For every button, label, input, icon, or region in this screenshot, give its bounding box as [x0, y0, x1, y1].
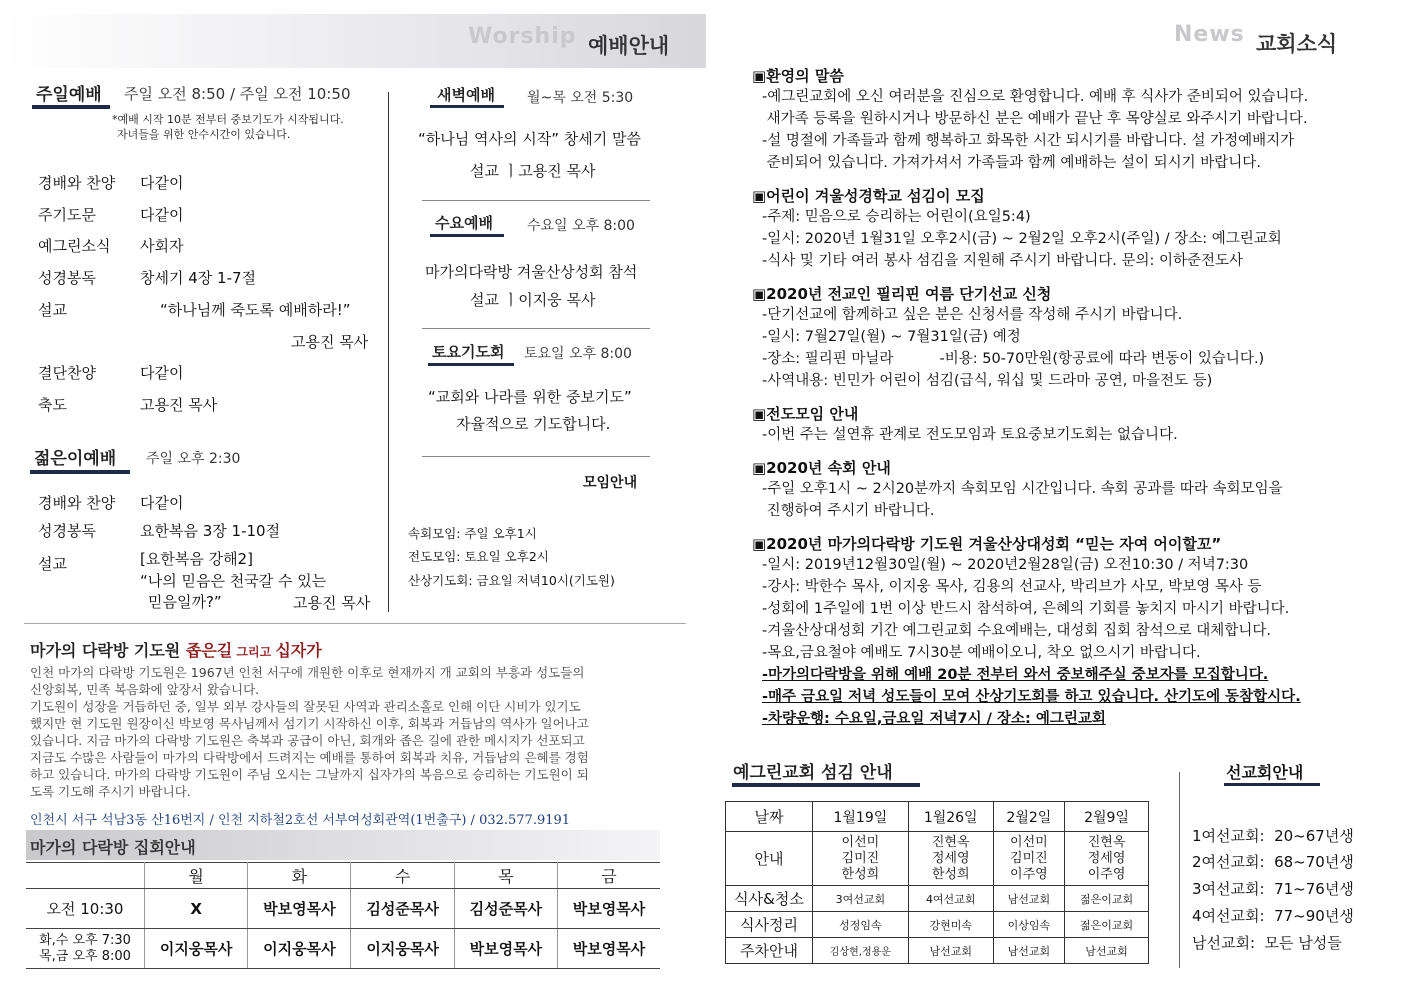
- news-item: [752, 66, 1392, 174]
- schedule-cell: 이지웅목사: [351, 929, 454, 969]
- news-item-highlight: -매주 금요일 저녁 성도들이 모여 산상기도회를 하고 있습니다. 산기도에 동참합시다.: [762, 689, 1301, 705]
- news-item-line: -사역내용: 빈민가 어린이 섬김(급식, 워십 및 드라마 공연, 마을전도 등): [762, 373, 1213, 389]
- service-cell: 3여선교회: [813, 886, 909, 912]
- news-item-line: -강사: 박한수 목사, 이지웅 목사, 김용의 선교사, 박리브가 사모, 박보영 목사 등: [762, 579, 1262, 595]
- news-item-title: ▣2020년 마가의다락방 기도원 겨울산상대성회 “믿는 자여 어이할꼬”: [752, 535, 1222, 553]
- news-item-line: -단기선교에 함께하고 싶은 분은 신청서를 작성해 주시기 바랍니다.: [762, 307, 1183, 323]
- story-line: 있습니다. 지금 마가의 다락방 기도원은 축복과 공급이 아닌, 회개와 좁은 길에 관한 메시지가 선포되고: [30, 733, 585, 748]
- schedule-cell: 이지웅목사: [248, 929, 351, 969]
- service-label: 식사정리: [726, 912, 813, 938]
- story-line: 인천 마가의 다락방 기도원은 1967년 인천 서구에 개원한 이후로 현재까지 개 교회의 부흥과 성도들의: [30, 665, 585, 680]
- day-header: 금: [557, 863, 660, 889]
- meetings-title: 모임안내: [583, 475, 638, 491]
- news-item-line: -성회에 1주일에 1번 이상 반드시 참석하여, 은혜의 기회를 놓치지 마시기 바랍니다.: [762, 601, 1290, 617]
- story-line: 지금도 수많은 사람들이 마가의 다락방에서 드려지는 예배를 통하여 회복과 치유, 거듭남의 은혜를 경험: [30, 750, 589, 765]
- news-item-line: -식사 및 기타 여러 봉사 섬김을 지원해 주시기 바랍니다. 문의: 이하준전도사: [762, 253, 1244, 269]
- program-value: 다같이: [140, 364, 184, 382]
- program-label: 결단찬양: [38, 364, 96, 382]
- news-item-title: ▣어린이 겨울성경학교 섬김이 모집: [752, 187, 985, 205]
- news-item-line: -목요,금요철야 예배도 7시30분 예배이오니, 착오 없으시기 바랍니다.: [762, 645, 1201, 661]
- sunday-note1: *예배 시작 10분 전부터 중보기도가 시작됩니다.: [112, 113, 344, 126]
- saturday-title-underline: [428, 363, 514, 366]
- schedule-cell: 박보영목사: [454, 929, 557, 969]
- news-heading-en: News: [1174, 22, 1245, 47]
- person-name: 정세영: [931, 850, 970, 866]
- service-table: [725, 801, 1149, 964]
- dawn-title-underline: [430, 105, 504, 108]
- service-cell: [908, 832, 993, 886]
- divider: [422, 200, 650, 201]
- saturday-title: 토요기도회: [432, 343, 505, 361]
- schedule-corner: [26, 863, 145, 889]
- story-line: 신앙회복, 민족 복음화에 앞장서 왔습니다.: [30, 682, 260, 697]
- service-cell: 남선교회: [908, 938, 993, 964]
- person-name: 이주영: [1010, 866, 1048, 882]
- program-label: 성경봉독: [38, 269, 96, 287]
- news-item-line: -이번 주는 설연휴 관계로 전도모임과 토요중보기도회는 없습니다.: [762, 427, 1178, 443]
- service-header: 1월26일: [908, 802, 993, 832]
- person-name: 진현옥: [931, 834, 970, 850]
- news-item-title: ▣2020년 전교인 필리핀 여름 단기선교 신청: [752, 285, 1052, 303]
- wednesday-sermon: 설교 ㅣ이지웅 목사: [470, 291, 596, 309]
- youth-title-underline: [30, 470, 130, 474]
- dawn-sermon: 설교 ㅣ고용진 목사: [470, 162, 596, 180]
- person-name: 진현옥: [1087, 834, 1126, 850]
- makah-address: 인천시 서구 석남3동 산16번지 / 인천 지하철2호선 서부여성회관역(1번출구) / 032.577.9191: [30, 813, 571, 828]
- section-divider: [24, 623, 686, 624]
- schedule-time-line2: 목,금 오후 8:00: [39, 948, 131, 964]
- schedule-cell: 김성준목사: [351, 889, 454, 929]
- service-cell: 남선교회: [1065, 938, 1149, 964]
- program-value: “하나님께 죽도록 예배하라!”: [160, 301, 351, 319]
- news-heading-ko: 교회소식: [1256, 32, 1338, 56]
- day-header: 월: [145, 863, 248, 889]
- saturday-line1: “교회와 나라를 위한 중보기도”: [428, 388, 632, 406]
- news-item-line: -주제: 믿음으로 승리하는 어린이(요일5:4): [762, 209, 1031, 225]
- program-value: 창세기 4장 1-7절: [140, 269, 257, 287]
- sunday-times: 주일 오전 8:50 / 주일 오전 10:50: [124, 85, 351, 103]
- saturday-time: 토요일 오후 8:00: [524, 346, 632, 362]
- missions-title: 선교회안내: [1226, 763, 1304, 782]
- program-value: 다같이: [140, 174, 184, 192]
- program-value: 사회자: [140, 237, 184, 255]
- schedule-title: 마가의 다락방 집회안내: [30, 838, 196, 857]
- person-name: 한성희: [931, 866, 970, 882]
- news-item: [752, 186, 1392, 272]
- schedule-cell: 김성준목사: [454, 889, 557, 929]
- service-cell: 성정임속: [813, 912, 909, 938]
- divider: [422, 328, 650, 329]
- schedule-header-row: [26, 863, 660, 889]
- news-item: [752, 284, 1392, 392]
- divider: [422, 456, 650, 457]
- mission-item: 남선교회: 모든 남성들: [1192, 934, 1342, 952]
- service-cell: 강현미속: [908, 912, 993, 938]
- news-item-line: -일시: 2020년 1월31일 오후2시(금) ~ 2월2일 오후2시(주일) / 장소: 예그린교회: [762, 231, 1282, 247]
- service-header: 1월19일: [813, 802, 909, 832]
- service-row: [726, 912, 1149, 938]
- schedule-cell: 박보영목사: [248, 889, 351, 929]
- program-label: 예그린소식: [38, 237, 111, 255]
- person-name: 한성희: [841, 866, 880, 882]
- service-row: [726, 886, 1149, 912]
- news-item-line: 새가족 등록을 원하시거나 방문하신 분은 예배가 끝난 후 목양실로 와주시기 바랍니다.: [762, 111, 1308, 127]
- service-header: 2월9일: [1065, 802, 1149, 832]
- program-value: 다같이: [140, 494, 184, 512]
- news-item-title: ▣환영의 말씀: [752, 67, 844, 85]
- program-value: 요한복음 3장 1-10절: [140, 522, 281, 540]
- dawn-title: 새벽예배: [437, 86, 495, 104]
- story-line: 기도원이 성장을 거듭하던 중, 일부 외부 강사들의 잘못된 사역과 관리소홀로 인해 이단 시비가 있기도: [30, 699, 581, 714]
- service-title: 예그린교회 섬김 안내: [733, 763, 893, 783]
- news-item: [752, 534, 1392, 730]
- schedule-cell: X: [145, 889, 248, 929]
- news-item-highlight: -차량운행: 수요일,금요일 저녁7시 / 장소: 예그린교회: [762, 711, 1106, 727]
- wednesday-title-underline: [430, 234, 504, 237]
- service-label: 주차안내: [726, 938, 813, 964]
- program-value: 고용진 목사: [140, 396, 218, 414]
- program-label: 성경봉독: [38, 522, 96, 540]
- meeting-item: 전도모임: 토요일 오후2시: [408, 549, 549, 564]
- story-line: 도록 기도해 주시기 바랍니다.: [30, 784, 191, 799]
- news-item-line: -주일 오후1시 ~ 2시20분까지 속회모임 시간입니다. 속회 공과를 따라 속회모임을: [762, 481, 1283, 497]
- youth-sermon-label: 설교: [38, 555, 67, 573]
- service-label: 식사&청소: [726, 886, 813, 912]
- person-name: 정세영: [1087, 850, 1126, 866]
- makah-schedule-table: [26, 862, 660, 969]
- service-cell: 남선교회: [993, 938, 1065, 964]
- schedule-time-line1: 화,수 오후 7:30: [39, 932, 131, 948]
- news-item: [752, 404, 1392, 446]
- sunday-note2: 자녀들을 위한 안수시간이 있습니다.: [117, 128, 291, 141]
- sunday-title: 주일예배: [36, 85, 102, 105]
- makah-story: [30, 664, 589, 800]
- day-header: 목: [454, 863, 557, 889]
- service-title-underline: [732, 783, 920, 787]
- person-name: 김미진: [1010, 850, 1048, 866]
- makah-title: [30, 638, 322, 661]
- person-name: 이선미: [1010, 834, 1048, 850]
- news-item-line: -예그린교회에 오신 여러분을 진심으로 환영합니다. 예배 후 식사가 준비되어 있습니다.: [762, 89, 1309, 105]
- service-cell: 젊은이교회: [1065, 886, 1149, 912]
- saturday-line2: 자율적으로 기도합니다.: [456, 415, 611, 433]
- youth-sermon-title1: “나의 믿음은 천국갈 수 있는: [140, 572, 327, 590]
- program-label: 경배와 찬양: [38, 174, 116, 192]
- service-row: [726, 938, 1149, 964]
- column-divider: [388, 92, 389, 612]
- service-header: 날짜: [726, 802, 813, 832]
- day-header: 수: [351, 863, 454, 889]
- service-row: [726, 832, 1149, 886]
- news-item-title: ▣전도모임 안내: [752, 405, 859, 423]
- dawn-subject: “하나님 역사의 시작” 창세기 말씀: [418, 130, 641, 148]
- youth-preacher: 고용진 목사: [293, 594, 371, 612]
- person-name: 김미진: [841, 850, 880, 866]
- makah-title-b: 좁은길: [185, 641, 233, 660]
- youth-sermon-title2: 믿음일까?”: [148, 593, 222, 611]
- person-name: 이주영: [1087, 866, 1126, 882]
- news-item-line: -일시: 7월27일(월) ~ 7월31일(금) 예정: [762, 329, 1021, 345]
- mission-item: 3여선교회: 71~76년생: [1192, 880, 1354, 898]
- program-label: 경배와 찬양: [38, 494, 116, 512]
- schedule-cell: 박보영목사: [557, 889, 660, 929]
- news-item-line: -장소: 필리핀 마닐라 -비용: 50-70만원(항공료에 따라 변동이 있습니다.): [762, 351, 1265, 367]
- person-name: 이선미: [841, 834, 880, 850]
- schedule-row: [26, 929, 660, 969]
- service-cell: 4여선교회: [908, 886, 993, 912]
- day-header: 화: [248, 863, 351, 889]
- program-label: 주기도문: [38, 206, 96, 224]
- service-cell: 남선교회: [993, 886, 1065, 912]
- story-line: 했지만 현 기도원 원장이신 박보영 목사님께서 섬기기 시작하신 이후, 회복과 거듭남의 역사가 일어나고: [30, 716, 589, 731]
- news-item: [752, 458, 1392, 522]
- mission-item: 4여선교회: 77~90년생: [1192, 907, 1354, 925]
- news-item-line: -설 명절에 가족들과 함께 행복하고 화목한 시간 되시기를 바랍니다. 설 가정예배지가: [762, 133, 1295, 149]
- service-divider: [1179, 772, 1180, 968]
- youth-time: 주일 오후 2:30: [146, 451, 241, 467]
- service-cell: [813, 832, 909, 886]
- schedule-time: 오전 10:30: [26, 889, 145, 929]
- wednesday-subject: 마가의다락방 겨울산상성회 참석: [425, 263, 638, 281]
- news-item-line: -일시: 2019년12월30일(월) ~ 2020년2월28일(금) 오전10:30 / 저녁7:30: [762, 557, 1249, 573]
- makah-title-c: 그리고: [232, 645, 276, 659]
- news-item-title: ▣2020년 속회 안내: [752, 459, 891, 477]
- news-item-line: 진행하여 주시기 바랍니다.: [762, 503, 935, 519]
- program-label: 축도: [38, 396, 67, 414]
- meeting-item: 산상기도회: 금요일 저녁10시(기도원): [408, 573, 615, 588]
- mission-item: 2여선교회: 68~70년생: [1192, 853, 1354, 871]
- schedule-time: [26, 929, 145, 969]
- meeting-item: 속회모임: 주일 오후1시: [408, 526, 537, 541]
- service-header: 2월2일: [993, 802, 1065, 832]
- service-cell: [993, 832, 1065, 886]
- dawn-time: 월~목 오전 5:30: [527, 90, 634, 106]
- makah-title-d: 십자가: [275, 641, 322, 660]
- youth-sermon-ref: [요한복음 강해2]: [140, 550, 253, 568]
- story-line: 하고 있습니다. 마가의 다락방 기도원이 주님 오시는 그날까지 십자가의 복음으로 승리하는 기도원이 되: [30, 767, 589, 782]
- service-cell: 이상임속: [993, 912, 1065, 938]
- sunday-title-underline: [32, 105, 110, 109]
- news-list: [752, 66, 1392, 730]
- mission-item: 1여선교회: 20~67년생: [1192, 827, 1354, 845]
- news-item-highlight: -마가의다락방을 위해 예배 20분 전부터 와서 중보해주실 중보자를 모집합니다.: [762, 667, 1269, 683]
- missions-title-underline: [1224, 783, 1320, 786]
- service-cell: 김상현,정용운: [813, 938, 909, 964]
- schedule-row: [26, 889, 660, 929]
- schedule-cell: 박보영목사: [557, 929, 660, 969]
- program-value: 다같이: [140, 206, 184, 224]
- service-cell: [1065, 832, 1149, 886]
- makah-title-a: 마가의 다락방 기도원: [30, 641, 186, 660]
- wednesday-title: 수요예배: [435, 214, 493, 232]
- news-item-line: 준비되어 있습니다. 가져가셔서 가족들과 함께 예배하는 설이 되시기 바랍니다.: [762, 155, 1261, 171]
- sunday-preacher: 고용진 목사: [291, 333, 369, 351]
- program-label: 설교: [38, 301, 67, 319]
- wednesday-time: 수요일 오후 8:00: [527, 218, 635, 234]
- worship-heading-en: Worship: [468, 24, 577, 49]
- service-label: 안내: [726, 832, 813, 886]
- youth-title: 젊은이예배: [34, 449, 117, 469]
- service-header-row: [726, 802, 1149, 832]
- worship-heading-ko: 예배안내: [588, 34, 670, 58]
- news-item-line: -겨울산상대성회 기간 예그린교회 수요예배는, 대성회 집회 참석으로 대체합니다.: [762, 623, 1271, 639]
- service-cell: 젊은이교회: [1065, 912, 1149, 938]
- schedule-cell: 이지웅목사: [145, 929, 248, 969]
